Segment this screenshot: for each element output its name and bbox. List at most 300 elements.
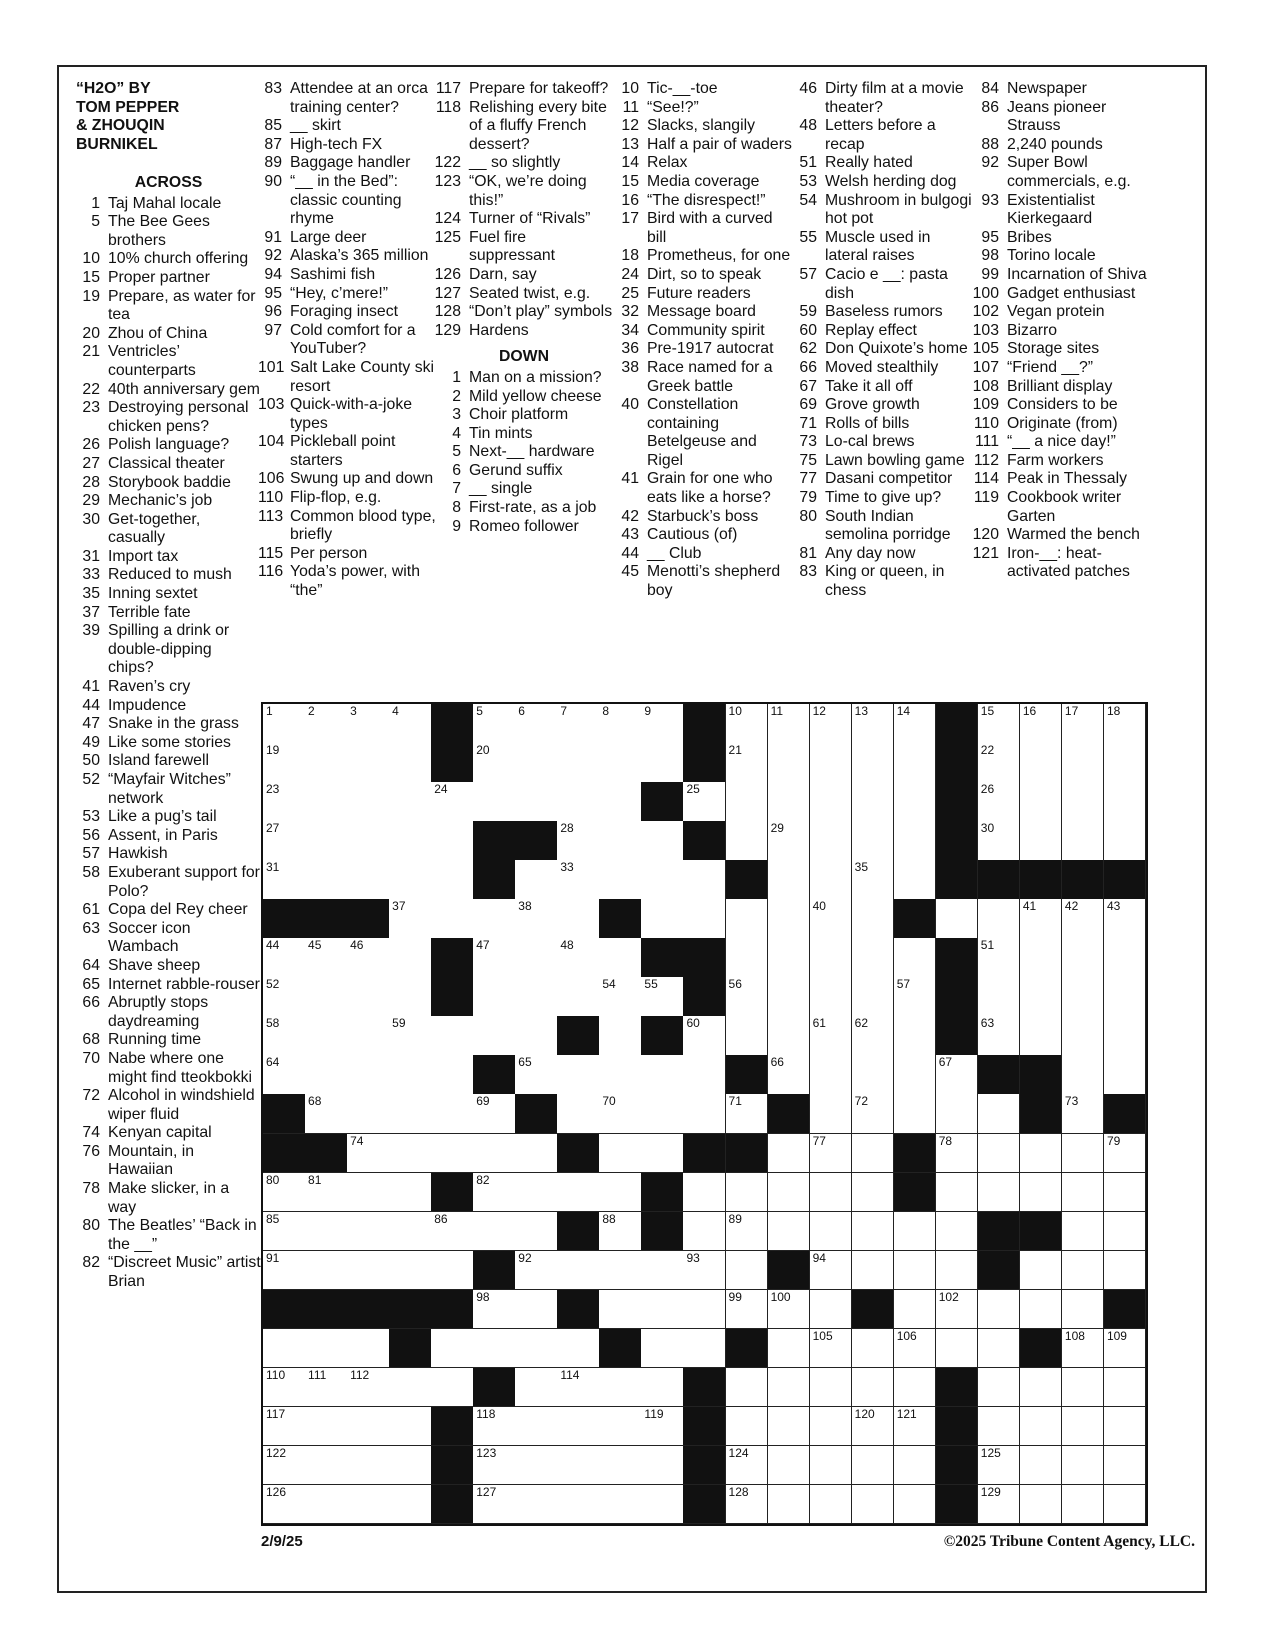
- grid-cell[interactable]: [852, 1251, 895, 1291]
- grid-cell[interactable]: [557, 1407, 600, 1447]
- clue-item[interactable]: [76, 771, 261, 808]
- grid-cell[interactable]: [641, 1368, 684, 1408]
- clue-item[interactable]: [258, 303, 438, 322]
- grid-cell[interactable]: [894, 1290, 937, 1330]
- grid-cell[interactable]: [1020, 821, 1063, 861]
- grid-cell[interactable]: [810, 1368, 853, 1408]
- clue-item[interactable]: [76, 548, 261, 567]
- grid-cell[interactable]: [557, 1446, 600, 1486]
- clue-item[interactable]: [795, 192, 973, 229]
- grid-cell[interactable]: [641, 1290, 684, 1330]
- grid-cell[interactable]: [347, 821, 390, 861]
- clue-item[interactable]: [795, 322, 973, 341]
- grid-cell[interactable]: [1062, 1407, 1105, 1447]
- grid-cell[interactable]: [305, 1407, 348, 1447]
- clue-item[interactable]: [970, 322, 1150, 341]
- grid-cell[interactable]: [852, 860, 895, 900]
- clue-item[interactable]: [258, 359, 438, 396]
- grid-cell[interactable]: [641, 977, 684, 1017]
- grid-cell[interactable]: [431, 821, 474, 861]
- clue-item[interactable]: [76, 678, 261, 697]
- grid-cell[interactable]: [557, 1094, 600, 1134]
- grid-cell[interactable]: [726, 899, 769, 939]
- grid-cell[interactable]: [978, 1407, 1021, 1447]
- grid-cell[interactable]: [894, 743, 937, 783]
- clue-item[interactable]: [795, 359, 973, 378]
- clue-item[interactable]: [970, 229, 1150, 248]
- grid-cell[interactable]: [347, 1212, 390, 1252]
- grid-cell[interactable]: [852, 1055, 895, 1095]
- clue-item[interactable]: [76, 1031, 261, 1050]
- grid-cell[interactable]: [641, 821, 684, 861]
- grid-cell[interactable]: [852, 1094, 895, 1134]
- grid-cell[interactable]: [852, 1329, 895, 1369]
- clue-item[interactable]: [795, 229, 973, 266]
- clue-item[interactable]: [970, 285, 1150, 304]
- grid-cell[interactable]: [978, 1329, 1021, 1369]
- grid-cell[interactable]: [557, 821, 600, 861]
- clue-item[interactable]: [258, 266, 438, 285]
- grid-cell[interactable]: [599, 1173, 642, 1213]
- grid-cell[interactable]: [599, 860, 642, 900]
- clue-item[interactable]: [432, 229, 616, 266]
- grid-cell[interactable]: [305, 938, 348, 978]
- clue-item[interactable]: [610, 545, 795, 564]
- grid-cell[interactable]: [852, 1368, 895, 1408]
- clue-item[interactable]: [76, 399, 261, 436]
- grid-cell[interactable]: [726, 743, 769, 783]
- grid-cell[interactable]: [515, 704, 558, 744]
- grid-cell[interactable]: [515, 1446, 558, 1486]
- grid-cell[interactable]: [810, 1134, 853, 1174]
- grid-cell[interactable]: [978, 704, 1021, 744]
- clue-item[interactable]: [795, 117, 973, 154]
- grid-cell[interactable]: [431, 1134, 474, 1174]
- grid-cell[interactable]: [473, 977, 516, 1017]
- grid-cell[interactable]: [1062, 938, 1105, 978]
- clue-item[interactable]: [76, 1143, 261, 1180]
- grid-cell[interactable]: [389, 1055, 432, 1095]
- clue-item[interactable]: [76, 269, 261, 288]
- grid-cell[interactable]: [473, 1016, 516, 1056]
- grid-cell[interactable]: [683, 1055, 726, 1095]
- grid-cell[interactable]: [810, 704, 853, 744]
- clue-item[interactable]: [432, 518, 616, 537]
- grid-cell[interactable]: [641, 704, 684, 744]
- grid-cell[interactable]: [431, 899, 474, 939]
- grid-cell[interactable]: [431, 1016, 474, 1056]
- grid-cell[interactable]: [263, 977, 306, 1017]
- grid-cell[interactable]: [768, 1055, 811, 1095]
- grid-cell[interactable]: [557, 1173, 600, 1213]
- grid-cell[interactable]: [726, 821, 769, 861]
- grid-cell[interactable]: [1062, 1485, 1105, 1525]
- grid-cell[interactable]: [389, 860, 432, 900]
- grid-cell[interactable]: [599, 1055, 642, 1095]
- grid-cell[interactable]: [515, 977, 558, 1017]
- grid-cell[interactable]: [768, 782, 811, 822]
- grid-cell[interactable]: [894, 938, 937, 978]
- grid-cell[interactable]: [1062, 1329, 1105, 1369]
- grid-cell[interactable]: [599, 782, 642, 822]
- grid-cell[interactable]: [978, 1485, 1021, 1525]
- grid-cell[interactable]: [641, 1134, 684, 1174]
- grid-cell[interactable]: [515, 1368, 558, 1408]
- clue-item[interactable]: [795, 173, 973, 192]
- grid-cell[interactable]: [810, 782, 853, 822]
- grid-cell[interactable]: [1020, 1134, 1063, 1174]
- grid-cell[interactable]: [768, 1329, 811, 1369]
- grid-cell[interactable]: [852, 1134, 895, 1174]
- clue-item[interactable]: [970, 266, 1150, 285]
- clue-item[interactable]: [610, 154, 795, 173]
- grid-cell[interactable]: [347, 977, 390, 1017]
- grid-cell[interactable]: [810, 1016, 853, 1056]
- grid-cell[interactable]: [473, 1094, 516, 1134]
- grid-cell[interactable]: [263, 860, 306, 900]
- clue-item[interactable]: [258, 508, 438, 545]
- grid-cell[interactable]: [389, 1134, 432, 1174]
- grid-cell[interactable]: [305, 1212, 348, 1252]
- clue-item[interactable]: [610, 247, 795, 266]
- grid-cell[interactable]: [473, 1329, 516, 1369]
- grid-cell[interactable]: [557, 977, 600, 1017]
- grid-cell[interactable]: [347, 704, 390, 744]
- grid-cell[interactable]: [978, 977, 1021, 1017]
- grid-cell[interactable]: [305, 977, 348, 1017]
- clue-item[interactable]: [76, 994, 261, 1031]
- grid-cell[interactable]: [852, 821, 895, 861]
- clue-item[interactable]: [610, 303, 795, 322]
- clue-item[interactable]: [76, 808, 261, 827]
- grid-cell[interactable]: [641, 743, 684, 783]
- clue-item[interactable]: [970, 378, 1150, 397]
- grid-cell[interactable]: [1062, 1368, 1105, 1408]
- grid-cell[interactable]: [810, 743, 853, 783]
- grid-cell[interactable]: [431, 1094, 474, 1134]
- grid-cell[interactable]: [936, 1212, 979, 1252]
- grid-cell[interactable]: [768, 1485, 811, 1525]
- grid-cell[interactable]: [389, 743, 432, 783]
- clue-item[interactable]: [76, 455, 261, 474]
- grid-cell[interactable]: [347, 860, 390, 900]
- grid-cell[interactable]: [894, 1329, 937, 1369]
- clue-item[interactable]: [76, 492, 261, 511]
- grid-cell[interactable]: [347, 743, 390, 783]
- clue-item[interactable]: [795, 433, 973, 452]
- grid-cell[interactable]: [852, 1485, 895, 1525]
- grid-cell[interactable]: [263, 938, 306, 978]
- grid-cell[interactable]: [347, 1329, 390, 1369]
- grid-cell[interactable]: [431, 1055, 474, 1095]
- grid-cell[interactable]: [768, 1290, 811, 1330]
- grid-cell[interactable]: [557, 1329, 600, 1369]
- grid-cell[interactable]: [431, 1368, 474, 1408]
- grid-cell[interactable]: [599, 1368, 642, 1408]
- grid-cell[interactable]: [1020, 1173, 1063, 1213]
- grid-cell[interactable]: [263, 1368, 306, 1408]
- grid-cell[interactable]: [599, 938, 642, 978]
- clue-item[interactable]: [610, 508, 795, 527]
- grid-cell[interactable]: [768, 938, 811, 978]
- grid-cell[interactable]: [515, 1134, 558, 1174]
- grid-cell[interactable]: [683, 1290, 726, 1330]
- grid-cell[interactable]: [557, 704, 600, 744]
- clue-item[interactable]: [610, 526, 795, 545]
- grid-cell[interactable]: [473, 938, 516, 978]
- grid-cell[interactable]: [683, 899, 726, 939]
- clue-item[interactable]: [76, 622, 261, 678]
- clue-item[interactable]: [795, 545, 973, 564]
- clue-item[interactable]: [795, 415, 973, 434]
- clue-item[interactable]: [432, 443, 616, 462]
- clue-item[interactable]: [258, 229, 438, 248]
- grid-cell[interactable]: [1062, 1173, 1105, 1213]
- grid-cell[interactable]: [852, 1016, 895, 1056]
- clue-item[interactable]: [76, 845, 261, 864]
- grid-cell[interactable]: [810, 1485, 853, 1525]
- grid-cell[interactable]: [1104, 1016, 1147, 1056]
- grid-cell[interactable]: [768, 704, 811, 744]
- clue-item[interactable]: [970, 415, 1150, 434]
- grid-cell[interactable]: [768, 1134, 811, 1174]
- grid-cell[interactable]: [263, 782, 306, 822]
- grid-cell[interactable]: [641, 1329, 684, 1369]
- clue-item[interactable]: [795, 452, 973, 471]
- grid-cell[interactable]: [389, 1485, 432, 1525]
- grid-cell[interactable]: [515, 1290, 558, 1330]
- grid-cell[interactable]: [473, 899, 516, 939]
- grid-cell[interactable]: [599, 1407, 642, 1447]
- grid-cell[interactable]: [557, 860, 600, 900]
- grid-cell[interactable]: [515, 1055, 558, 1095]
- grid-cell[interactable]: [978, 1094, 1021, 1134]
- grid-cell[interactable]: [473, 1212, 516, 1252]
- grid-cell[interactable]: [515, 1173, 558, 1213]
- grid-cell[interactable]: [431, 1251, 474, 1291]
- clue-item[interactable]: [432, 285, 616, 304]
- clue-item[interactable]: [258, 80, 438, 117]
- grid-cell[interactable]: [1062, 1446, 1105, 1486]
- grid-cell[interactable]: [1020, 1485, 1063, 1525]
- grid-cell[interactable]: [978, 743, 1021, 783]
- grid-cell[interactable]: [557, 1251, 600, 1291]
- clue-item[interactable]: [76, 213, 261, 250]
- grid-cell[interactable]: [810, 1055, 853, 1095]
- grid-cell[interactable]: [894, 1094, 937, 1134]
- grid-cell[interactable]: [1104, 743, 1147, 783]
- clue-item[interactable]: [610, 99, 795, 118]
- clue-item[interactable]: [76, 1254, 261, 1291]
- clue-item[interactable]: [970, 526, 1150, 545]
- grid-cell[interactable]: [641, 860, 684, 900]
- grid-cell[interactable]: [726, 1094, 769, 1134]
- clue-item[interactable]: [610, 285, 795, 304]
- grid-cell[interactable]: [726, 782, 769, 822]
- grid-cell[interactable]: [1104, 977, 1147, 1017]
- grid-cell[interactable]: [473, 782, 516, 822]
- clue-item[interactable]: [432, 388, 616, 407]
- grid-cell[interactable]: [1062, 743, 1105, 783]
- grid-cell[interactable]: [810, 860, 853, 900]
- grid-cell[interactable]: [768, 860, 811, 900]
- clue-item[interactable]: [970, 470, 1150, 489]
- grid-cell[interactable]: [810, 1212, 853, 1252]
- grid-cell[interactable]: [1020, 1251, 1063, 1291]
- clue-item[interactable]: [76, 734, 261, 753]
- grid-cell[interactable]: [263, 1055, 306, 1095]
- grid-cell[interactable]: [894, 1055, 937, 1095]
- grid-cell[interactable]: [894, 1368, 937, 1408]
- grid-cell[interactable]: [599, 704, 642, 744]
- grid-cell[interactable]: [726, 1290, 769, 1330]
- grid-cell[interactable]: [389, 1446, 432, 1486]
- grid-cell[interactable]: [389, 1173, 432, 1213]
- clue-item[interactable]: [970, 247, 1150, 266]
- clue-item[interactable]: [610, 117, 795, 136]
- grid-cell[interactable]: [1104, 1134, 1147, 1174]
- grid-cell[interactable]: [1062, 704, 1105, 744]
- clue-item[interactable]: [76, 325, 261, 344]
- grid-cell[interactable]: [978, 1290, 1021, 1330]
- grid-cell[interactable]: [641, 1094, 684, 1134]
- grid-cell[interactable]: [726, 938, 769, 978]
- clue-item[interactable]: [76, 864, 261, 901]
- grid-cell[interactable]: [978, 938, 1021, 978]
- grid-cell[interactable]: [641, 1055, 684, 1095]
- grid-cell[interactable]: [894, 1485, 937, 1525]
- clue-item[interactable]: [970, 396, 1150, 415]
- grid-cell[interactable]: [852, 977, 895, 1017]
- grid-cell[interactable]: [263, 1173, 306, 1213]
- clue-item[interactable]: [610, 80, 795, 99]
- grid-cell[interactable]: [1020, 1407, 1063, 1447]
- grid-cell[interactable]: [852, 704, 895, 744]
- grid-cell[interactable]: [305, 1446, 348, 1486]
- grid-cell[interactable]: [1020, 1016, 1063, 1056]
- grid-cell[interactable]: [894, 977, 937, 1017]
- grid-cell[interactable]: [557, 782, 600, 822]
- grid-cell[interactable]: [768, 821, 811, 861]
- grid-cell[interactable]: [726, 1016, 769, 1056]
- grid-cell[interactable]: [389, 704, 432, 744]
- grid-cell[interactable]: [852, 782, 895, 822]
- grid-cell[interactable]: [768, 1407, 811, 1447]
- grid-cell[interactable]: [683, 1251, 726, 1291]
- grid-cell[interactable]: [726, 1446, 769, 1486]
- grid-cell[interactable]: [641, 1251, 684, 1291]
- grid-cell[interactable]: [1020, 782, 1063, 822]
- grid-cell[interactable]: [1104, 1212, 1147, 1252]
- grid-cell[interactable]: [1062, 1094, 1105, 1134]
- grid-cell[interactable]: [768, 1016, 811, 1056]
- clue-item[interactable]: [258, 247, 438, 266]
- clue-item[interactable]: [76, 436, 261, 455]
- grid-cell[interactable]: [726, 704, 769, 744]
- grid-cell[interactable]: [936, 1290, 979, 1330]
- grid-cell[interactable]: [726, 1212, 769, 1252]
- clue-item[interactable]: [795, 508, 973, 545]
- clue-item[interactable]: [258, 545, 438, 564]
- grid-cell[interactable]: [936, 899, 979, 939]
- grid-cell[interactable]: [1104, 1407, 1147, 1447]
- grid-cell[interactable]: [1104, 782, 1147, 822]
- clue-item[interactable]: [432, 210, 616, 229]
- grid-cell[interactable]: [978, 1446, 1021, 1486]
- grid-cell[interactable]: [263, 1016, 306, 1056]
- grid-cell[interactable]: [347, 1016, 390, 1056]
- clue-item[interactable]: [76, 1180, 261, 1217]
- grid-cell[interactable]: [768, 1446, 811, 1486]
- grid-cell[interactable]: [473, 743, 516, 783]
- grid-cell[interactable]: [263, 1485, 306, 1525]
- grid-cell[interactable]: [305, 1094, 348, 1134]
- grid-cell[interactable]: [936, 1329, 979, 1369]
- grid-cell[interactable]: [473, 704, 516, 744]
- clue-item[interactable]: [795, 489, 973, 508]
- clue-item[interactable]: [76, 957, 261, 976]
- clue-item[interactable]: [970, 99, 1150, 136]
- grid-cell[interactable]: [894, 821, 937, 861]
- clue-item[interactable]: [795, 303, 973, 322]
- grid-cell[interactable]: [263, 1329, 306, 1369]
- grid-cell[interactable]: [683, 1329, 726, 1369]
- grid-cell[interactable]: [305, 743, 348, 783]
- clue-item[interactable]: [258, 154, 438, 173]
- clue-item[interactable]: [76, 752, 261, 771]
- clue-item[interactable]: [970, 192, 1150, 229]
- grid-cell[interactable]: [347, 1407, 390, 1447]
- grid-cell[interactable]: [347, 1368, 390, 1408]
- grid-cell[interactable]: [557, 1368, 600, 1408]
- clue-item[interactable]: [970, 80, 1150, 99]
- clue-item[interactable]: [795, 563, 973, 600]
- clue-item[interactable]: [76, 288, 261, 325]
- grid-cell[interactable]: [683, 1094, 726, 1134]
- grid-cell[interactable]: [389, 1368, 432, 1408]
- clue-item[interactable]: [432, 462, 616, 481]
- grid-cell[interactable]: [726, 1173, 769, 1213]
- grid-cell[interactable]: [473, 1407, 516, 1447]
- grid-cell[interactable]: [599, 1485, 642, 1525]
- grid-cell[interactable]: [515, 1212, 558, 1252]
- clue-item[interactable]: [610, 563, 795, 600]
- grid-cell[interactable]: [263, 1251, 306, 1291]
- grid-cell[interactable]: [894, 1212, 937, 1252]
- grid-cell[interactable]: [1104, 704, 1147, 744]
- clue-item[interactable]: [432, 480, 616, 499]
- clue-item[interactable]: [258, 489, 438, 508]
- clue-item[interactable]: [610, 359, 795, 396]
- clue-item[interactable]: [970, 452, 1150, 471]
- grid-cell[interactable]: [1104, 1173, 1147, 1213]
- grid-cell[interactable]: [599, 1446, 642, 1486]
- grid-cell[interactable]: [515, 782, 558, 822]
- grid-cell[interactable]: [515, 1407, 558, 1447]
- grid-cell[interactable]: [810, 1329, 853, 1369]
- grid-cell[interactable]: [515, 938, 558, 978]
- grid-cell[interactable]: [599, 977, 642, 1017]
- grid-cell[interactable]: [305, 1251, 348, 1291]
- clue-item[interactable]: [610, 136, 795, 155]
- grid-cell[interactable]: [557, 1055, 600, 1095]
- grid-cell[interactable]: [726, 977, 769, 1017]
- grid-cell[interactable]: [852, 1407, 895, 1447]
- grid-cell[interactable]: [810, 1251, 853, 1291]
- grid-cell[interactable]: [894, 1016, 937, 1056]
- grid-cell[interactable]: [936, 1173, 979, 1213]
- grid-cell[interactable]: [852, 938, 895, 978]
